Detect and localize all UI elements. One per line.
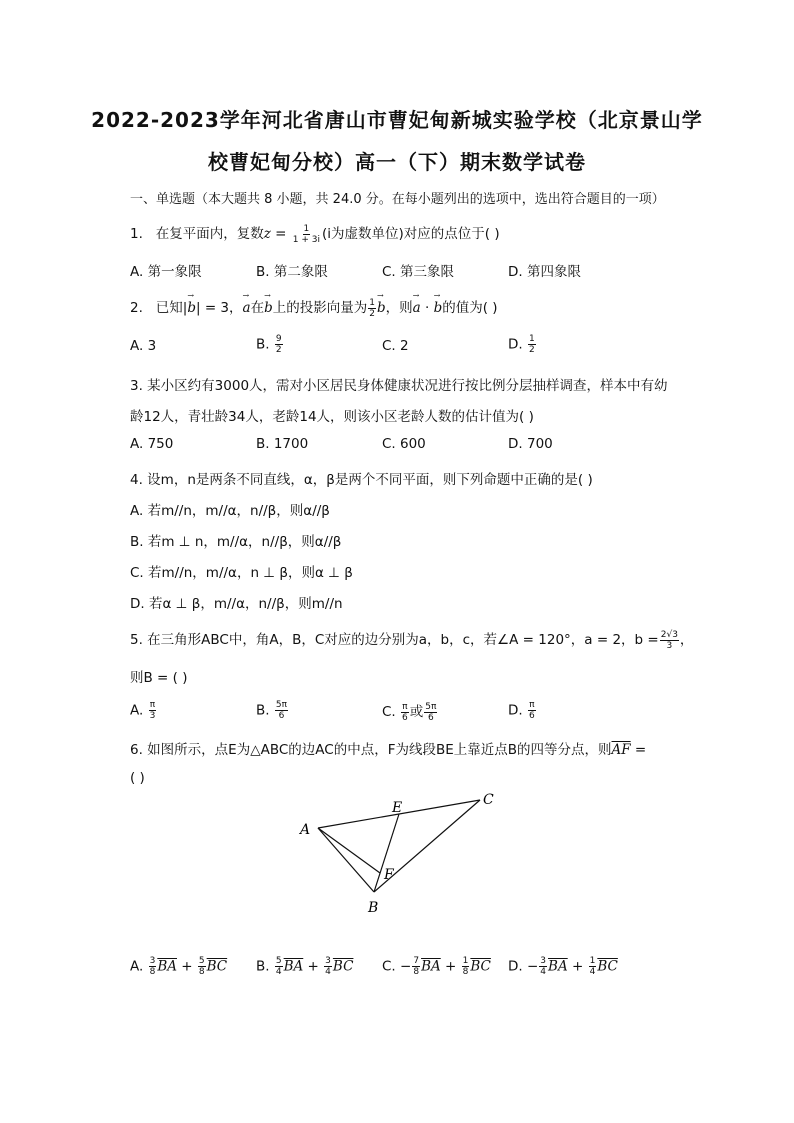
q5-option-d-top: π: [529, 700, 535, 710]
segment-af: [318, 828, 380, 873]
q2-frac-bottom: 2: [369, 308, 375, 319]
q5-option-c: [382, 700, 438, 723]
q6-option-d-plus: +: [567, 958, 588, 975]
q1-frac-bottom: 1 + 3i: [292, 234, 320, 245]
q2-option-c: C. 2: [382, 338, 409, 354]
q2-option-a: A. 3: [130, 338, 157, 354]
q6-option-c-frac-2: [462, 956, 470, 977]
q5-option-c-top-1: π: [402, 701, 408, 712]
q6-option-c-frac-1: [412, 956, 420, 977]
triangle-figure: [290, 788, 510, 918]
q5-option-b-label: B.: [256, 702, 270, 719]
q5-option-d-fraction: [528, 700, 536, 721]
q6-option-a-top-2: 5: [198, 956, 205, 966]
q1-option-d: D. 第四象限: [508, 264, 581, 280]
q5-tail: ，: [679, 632, 694, 648]
q1-z: z =: [263, 226, 287, 242]
q2-vec-b-2: → b: [264, 300, 273, 316]
q1-option-c: C. 第三象限: [382, 264, 455, 280]
q2-dot: ·: [420, 300, 434, 316]
q5-option-a-top: π: [149, 700, 156, 710]
q5-option-c-fraction-1: [401, 702, 409, 723]
q6-option-a-vec-2: $\overline{BC}$: [206, 958, 228, 975]
q6-option-b-top-2: 3: [325, 956, 331, 966]
q6-option-d-vec-2: $\overline{BC}$: [597, 958, 618, 975]
q5-option-c-bottom-1: 6: [402, 712, 408, 723]
q6-option-c-vec-1: $\overline{BA}$: [421, 958, 441, 975]
q6-option-a-label: A.: [130, 958, 144, 975]
q6-option-d-top-1: 3: [540, 956, 547, 966]
q5-option-b-bottom: 6: [278, 711, 285, 721]
q2-text-3: 在: [250, 300, 265, 316]
q6-option-c-top-2: 1: [462, 956, 469, 966]
q6-option-c-plus: +: [440, 958, 461, 975]
q1-frac-top: 1: [303, 223, 310, 234]
q2-option-b-fraction: [275, 334, 283, 355]
q6-option-a-frac-2: [198, 956, 206, 977]
q2-option-b-label: B.: [256, 336, 270, 353]
q6-option-b-bottom-1: 4: [275, 967, 282, 977]
q2-text-5: ，则: [385, 300, 413, 316]
q4-option-b: B. 若m ⊥ n，m//α，n//β，则α//β: [130, 534, 342, 550]
q4-option-a: A. 若m//n，m//α，n//β，则α//β: [130, 503, 330, 519]
question-3-line-2: 龄12人，青壮龄34人，老龄14人，则该小区老龄人数的估计值为( ): [130, 409, 534, 425]
q5-b-fraction: [660, 630, 679, 651]
q2-text-2: | = 3，: [195, 300, 243, 316]
q5-option-d-bottom: 6: [528, 711, 535, 721]
q6-option-d-top-2: 1: [589, 956, 596, 966]
q6-option-b-frac-1: [275, 956, 283, 977]
q2-vec-b: → b: [187, 300, 196, 316]
q5-option-c-fraction-2: [424, 702, 437, 723]
section-heading: 一、单选题（本大题共 8 小题，共 24.0 分。在每小题列出的选项中，选出符合题目的一项）: [130, 192, 665, 207]
label-e: E: [392, 800, 403, 816]
q6-option-c-label: C.: [382, 958, 396, 975]
q5-option-c-label: C.: [382, 704, 396, 720]
q5-option-b-fraction: [275, 700, 288, 721]
question-5: [130, 628, 693, 651]
q6-option-a-plus: +: [177, 958, 197, 975]
q6-stem: 6. 如图所示，点E为△ABC的边AC的中点，F为线段BE上靠近点B的四等分点，则: [130, 742, 612, 758]
q2-option-d-fraction: [528, 334, 536, 355]
q6-option-a-bottom-2: 8: [198, 967, 205, 977]
q2-option-d-label: D.: [508, 336, 523, 353]
q5-option-a-label: A.: [130, 702, 144, 719]
q6-option-d-frac-2: [589, 956, 597, 977]
q6-option-a-bottom-1: 8: [149, 967, 156, 977]
q1-option-a: A. 第一象限: [130, 264, 202, 280]
q6-option-a-top-1: 3: [149, 956, 156, 966]
q2-number: 2.: [130, 300, 143, 316]
q6-option-d-bottom-1: 4: [540, 967, 547, 977]
question-6-line-2: ( ): [130, 770, 145, 786]
q1-fraction: [292, 224, 321, 245]
label-c: C: [483, 792, 494, 808]
q3-option-d: D. 700: [508, 436, 553, 452]
label-b: B: [368, 900, 379, 916]
label-a: A: [300, 822, 311, 838]
q6-option-a: [130, 956, 227, 977]
q6-option-d-bottom-2: 4: [589, 967, 596, 977]
q2-text-4: 上的投影向量为: [272, 300, 368, 316]
q2-vec-a-2: → a: [413, 300, 421, 316]
q2-option-b: [256, 334, 284, 355]
q4-option-c: C. 若m//n，m//α，n ⊥ β，则α ⊥ β: [130, 565, 353, 581]
q5-option-b: [256, 700, 289, 721]
q4-option-d: D. 若α ⊥ β，m//α，n//β，则m//n: [130, 596, 343, 612]
q2-fraction: [368, 298, 376, 319]
q6-option-a-frac-1: [149, 956, 157, 977]
q2-frac-top: 1: [369, 297, 375, 308]
q6-option-b-label: B.: [256, 958, 270, 975]
q2-option-d-bottom: 2: [528, 345, 535, 355]
q6-option-c-bottom-2: 8: [462, 967, 469, 977]
q3-option-b: B. 1700: [256, 436, 309, 452]
q5-option-a-bottom: 3: [149, 711, 156, 721]
q2-text-1: 已知|: [155, 300, 188, 316]
q6-option-c-sign: −: [400, 958, 412, 975]
q5-option-a: [130, 700, 157, 721]
q6-option-b-frac-2: [324, 956, 332, 977]
q1-text-tail: (i为虚数单位)对应的点位于( ): [322, 226, 500, 242]
q2-option-b-top: 9: [275, 334, 282, 344]
q5-b-bottom: 3: [666, 640, 673, 651]
q6-option-c-bottom-1: 8: [413, 967, 420, 977]
q1-option-b: B. 第二象限: [256, 264, 328, 280]
q6-eq: =: [630, 742, 647, 758]
q6-option-d-label: D.: [508, 958, 523, 975]
q5-b-top: 2√3: [660, 629, 678, 640]
q2-option-d-top: 1: [528, 334, 535, 344]
question-2: [130, 296, 498, 319]
q1-number: 1.: [130, 226, 143, 242]
question-6: [130, 738, 646, 758]
q5-option-d: [508, 700, 537, 721]
q6-option-d-frac-1: [539, 956, 547, 977]
q5-option-b-top: 5π: [275, 700, 288, 710]
q6-option-b-vec-1: $\overline{BA}$: [283, 958, 304, 975]
q6-option-b-vec-2: $\overline{BC}$: [332, 958, 354, 975]
q6-option-b-plus: +: [303, 958, 324, 975]
q6-option-c-top-1: 7: [413, 956, 420, 966]
q6-option-d-vec-1: $\overline{BA}$: [548, 958, 568, 975]
page-title-line-1: 2022-2023学年河北省唐山市曹妃甸新城实验学校（北京景山学: [91, 108, 703, 132]
question-4: 4. 设m，n是两条不同直线，α，β是两个不同平面，则下列命题中正确的是( ): [130, 472, 593, 488]
question-1: [130, 222, 500, 245]
q5-stem: 5. 在三角形ABC中，角A，B，C对应的边分别为a，b，c，若∠A = 120°，a = 2，b =: [130, 632, 659, 648]
q5-option-c-or: 或: [409, 704, 424, 720]
q6-vec-af: $\overline{AF}$: [611, 742, 631, 758]
q6-option-b: [256, 956, 353, 977]
q3-option-c: C. 600: [382, 436, 426, 452]
question-3-line-1: 3. 某小区约有3000人，需对小区居民身体健康状况进行按比例分层抽样调查，样本中有幼: [130, 378, 668, 394]
q1-text: 在复平面内，复数: [155, 226, 264, 242]
q2-vec-a: → a: [243, 300, 251, 316]
question-5-line-2: 则B = ( ): [130, 670, 188, 686]
q3-option-a: A. 750: [130, 436, 174, 452]
q2-vec-b-4: → b: [434, 300, 443, 316]
q6-option-d: [508, 956, 618, 977]
q5-option-c-bottom-2: 6: [427, 712, 434, 723]
q6-option-b-top-1: 5: [275, 956, 282, 966]
q2-option-b-bottom: 2: [275, 345, 282, 355]
q6-option-c: [382, 956, 491, 977]
q2-vec-b-3: → b: [377, 300, 386, 316]
q5-option-a-fraction: [149, 700, 157, 721]
q2-text-6: 的值为( ): [442, 300, 498, 316]
q5-option-c-top-2: 5π: [425, 701, 437, 712]
page-title-line-2: 校曹妃甸分校）高一（下）期末数学试卷: [208, 150, 586, 174]
q6-option-a-vec-1: $\overline{BA}$: [157, 958, 177, 975]
q2-option-d: [508, 334, 537, 355]
q5-option-d-label: D.: [508, 702, 523, 719]
q6-option-d-sign: −: [526, 958, 539, 975]
side-ab: [318, 828, 374, 892]
label-f: F: [384, 867, 394, 883]
q6-option-b-bottom-2: 4: [325, 967, 331, 977]
q6-option-c-vec-2: $\overline{BC}$: [470, 958, 491, 975]
